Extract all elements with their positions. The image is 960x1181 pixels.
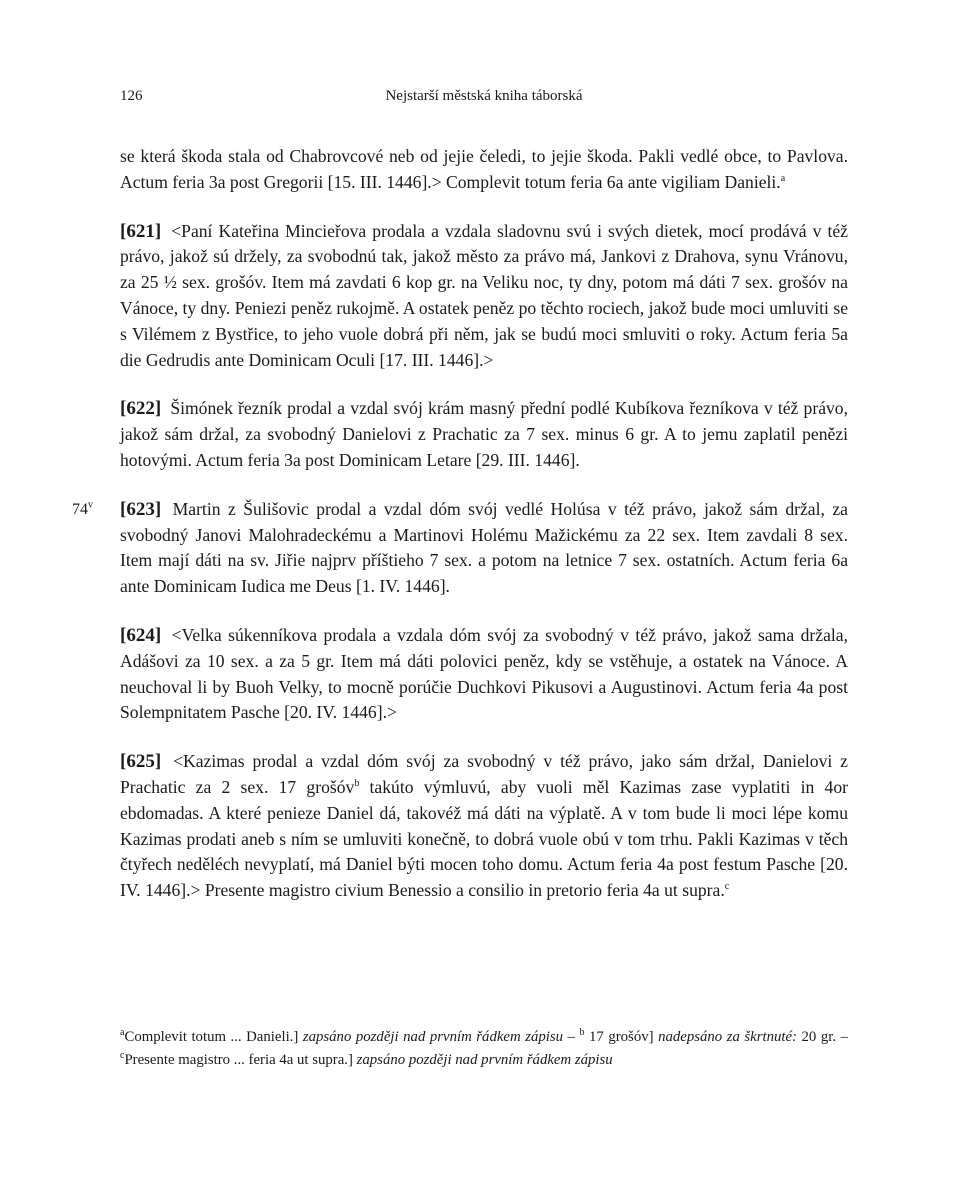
entry-number: [623]	[120, 498, 162, 520]
entry-number: [622]	[120, 398, 162, 420]
intro-text: se která škoda stala od Chabrovcové neb od jejie čeledi, to jejie škoda. Pakli vedlé obce, to Pavlova. Actum feria 3a post Gregorii [15. III. 1446].> Complevit totum feria 6a ante vigiliam Danieli.	[120, 146, 848, 192]
footnotes	[120, 1026, 848, 1072]
footnote-b-mark: b	[579, 1027, 585, 1039]
running-title: Nejstarší městská kniha táborská	[385, 88, 583, 104]
body-text	[72, 144, 848, 904]
entry-number: [624]	[120, 624, 162, 646]
footnote-a-mark: a	[120, 1027, 125, 1039]
entry-text: <Velka súkenníkova prodala a vzdala dóm svój za svobodný v též právo, jakož sama držala, Adášovi za 10 sex. a za 5 gr. Item má dáti polovici peněz, kdy se vstěhuje, a ostatek na Vánoce. A neuchoval li by Buoh Velky, to mocně porúčie Duchkovi Pikusovi a Augustinovi. Actum feria 4a post Solempnitatem Pasche [20. IV. 1446].>	[120, 624, 848, 723]
footnote-c-ref: Presente magistro ... feria 4a ut supra.]	[124, 1052, 353, 1068]
footnote-a-note: zapsáno později nad prvním řádkem zápisu	[302, 1029, 564, 1045]
entry-text: <Paní Kateřina Mincieřova prodala a vzdala sladovnu svú i svých dietek, mocí prodává v též právo, jakož sú držely, za svobodnú tak, jakož město za právo má, Jankovi z Drahova, synu Vránovu, za 25 ½ sex. grošóv. Item má zavdati 6 kop gr. na Veliku noc, ty dny, potom má dáti 7 sex. grošóv na Vánoce, ty dny. Peniezi peněz rukojmě. A ostatek peněz po těchto rociech, jakož bude moci umluviti se s Vilémem z Bystřice, to jeho vuole dobrá při něm, jak se budú moci smluviti o roky. Actum feria 5a die Gedrudis ante Dominicam Oculi [17. III. 1446].>	[120, 220, 848, 370]
entry-text: Šimónek řezník prodal a vzdal svój krám masný přední podlé Kubíkova řezníkova v též právo, jakož sám držal, za svobodný Danielovi z Prachatic za 7 sex. minus 6 gr. A to jemu zaplatil penězi hotovými. Actum feria 3a post Dominicam Letare [29. III. 1446].	[120, 398, 848, 470]
footnote-b-struck: 20 gr.	[801, 1029, 837, 1045]
footnote-separator: –	[836, 1029, 848, 1045]
entry-text-part1: <Kazimas prodal a vzdal dóm svój za svobodný v též právo, jako sám držal, Danielovi z Prachatic za 2 sex. 17 grošóv	[120, 751, 848, 797]
entry-622	[120, 396, 848, 473]
entry-text: Martin z Šulišovic prodal a vzdal dóm svój vedlé Holúsa v též právo, jakož sám držal, za svobodný Janovi Malohradeckému a Martinovi Holému Mažickému za 22 sex. Item zavdali 8 sex. Item mají dáti na sv. Jiřie najprv příštieho 7 sex. a potom na letnice 7 sex. ostatních. Actum feria 6a ante Dominicam Iudica me Deus [1. IV. 1446].	[120, 498, 848, 597]
footnote-a-ref: Complevit totum ... Danieli.]	[124, 1029, 299, 1045]
page-header	[120, 88, 848, 114]
entry-text-part2: takúto výmluvú, aby vuoli měl Kazimas zase vyplatiti in 4or ebdomadas. A které penieze Daniel dá, takovéž má dáti na výplatě. A v tom bude li moci lépe komu Kazimas prodati aneb s ním se umluviti konečně, to dobrá vuole obú v tom trhu. Pakli Kazimas v těch čtyřech neděléch nevyplatí, má Daniel býti mocen toho domu. Actum feria 4a post festum Pasche [20. IV. 1446].> Presente magistro civium Benessio a consilio in pretorio feria 4a ut supra.	[120, 776, 848, 901]
entry-number: [625]	[120, 751, 162, 773]
page-number: 126	[120, 88, 143, 104]
folio-number: 74	[72, 500, 88, 518]
entry-number: [621]	[120, 220, 162, 242]
folio-side: v	[88, 499, 93, 511]
entry-624	[120, 623, 848, 726]
footnote-b-ref: 17 grošóv]	[589, 1029, 654, 1045]
footnote-b-note: nadepsáno za škrtnuté:	[658, 1029, 797, 1045]
entry-623	[72, 497, 848, 600]
footnote-c-note: zapsáno později nad prvním řádkem zápisu	[356, 1052, 613, 1068]
entry-625	[120, 749, 848, 904]
footnote-c-mark: c	[120, 1050, 125, 1062]
page	[72, 88, 848, 927]
entry-621	[120, 219, 848, 374]
footnote-ref-b[interactable]: b	[354, 778, 360, 790]
folio-margin-note	[72, 497, 93, 523]
footnote-ref-a[interactable]: a	[780, 172, 786, 184]
footnote-ref-c[interactable]: c	[724, 881, 730, 893]
intro-paragraph	[120, 144, 848, 196]
footnote-separator: –	[563, 1029, 580, 1045]
